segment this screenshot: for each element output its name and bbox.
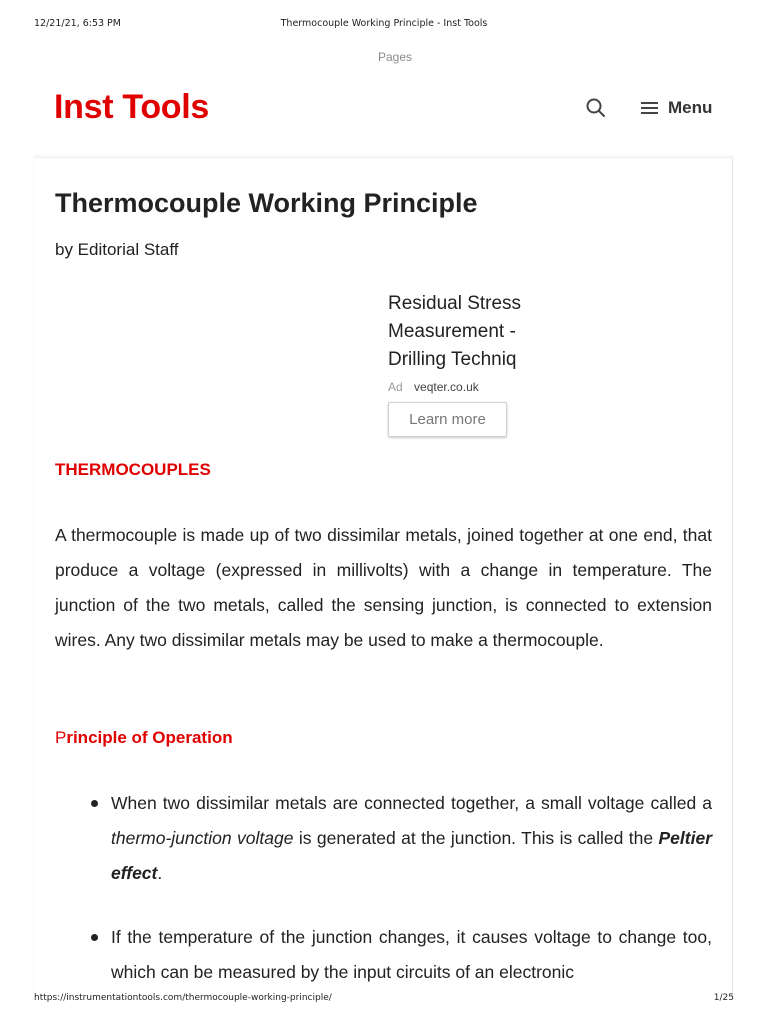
list-text: is generated at the junction. This is called the: [293, 828, 659, 848]
list-item: [55, 920, 712, 990]
ad-meta: [388, 380, 538, 394]
article-byline: by Editorial Staff: [55, 240, 179, 259]
menu-label: Menu: [668, 98, 713, 117]
list-text: If the temperature of the junction changes, it causes voltage to change too, which can be measured by the input circuits of an electronic: [111, 927, 712, 982]
bullet-icon: [91, 934, 98, 941]
bullet-icon: [91, 800, 98, 807]
ad-tag: Ad: [388, 380, 403, 394]
site-header: [0, 80, 768, 150]
ad-headline-line: Residual Stress: [388, 293, 522, 314]
ad-headline-line: Drilling Techniq: [388, 349, 517, 370]
key-term: Peltier effect: [111, 828, 712, 883]
thermocouples-paragraph: A thermocouple is made up of two dissimilar metals, joined together at one end, that produce a voltage (expressed in millivolts) with a change in temperature. The junction of the two metals, called the sensing junction, is connected to extension wires. Any two dissimilar metals may be used to make a thermocouple.: [55, 525, 712, 650]
heading-rest: rinciple of Operation: [66, 728, 233, 747]
list-text: .: [157, 863, 163, 883]
search-icon: [584, 96, 608, 120]
print-datetime: 12/21/21, 6:53 PM: [34, 18, 121, 29]
heading-first-letter: P: [55, 728, 67, 747]
page-url: https://instrumentationtools.com/thermocouple-working-principle/: [34, 993, 332, 1003]
print-page-title: Thermocouple Working Principle - Inst Tools: [280, 18, 488, 29]
section-heading-principle: [55, 728, 233, 748]
ad-domain: veqter.co.uk: [414, 380, 479, 394]
section-heading-thermocouples: THERMOCOUPLES: [55, 460, 211, 479]
list-text: When two dissimilar metals are connected together, a small voltage called a: [111, 793, 712, 813]
hamburger-icon: [640, 100, 660, 116]
pages-label: Pages: [377, 50, 413, 64]
print-header: [0, 18, 768, 32]
site-logo[interactable]: Inst Tools: [54, 88, 210, 126]
page-number: 1/25: [713, 993, 734, 1003]
print-footer: [0, 993, 768, 1007]
ad-headline[interactable]: [388, 290, 528, 374]
list-item: [55, 786, 712, 891]
learn-more-button[interactable]: Learn more: [388, 402, 507, 437]
ad-unit[interactable]: [388, 290, 538, 437]
article-title: Thermocouple Working Principle: [55, 188, 478, 218]
search-button[interactable]: [584, 96, 608, 120]
menu-button[interactable]: [640, 94, 712, 122]
ad-headline-line: Measurement -: [388, 321, 516, 342]
emphasis-term: thermo-junction voltage: [111, 828, 294, 848]
principle-list: [55, 786, 712, 1019]
